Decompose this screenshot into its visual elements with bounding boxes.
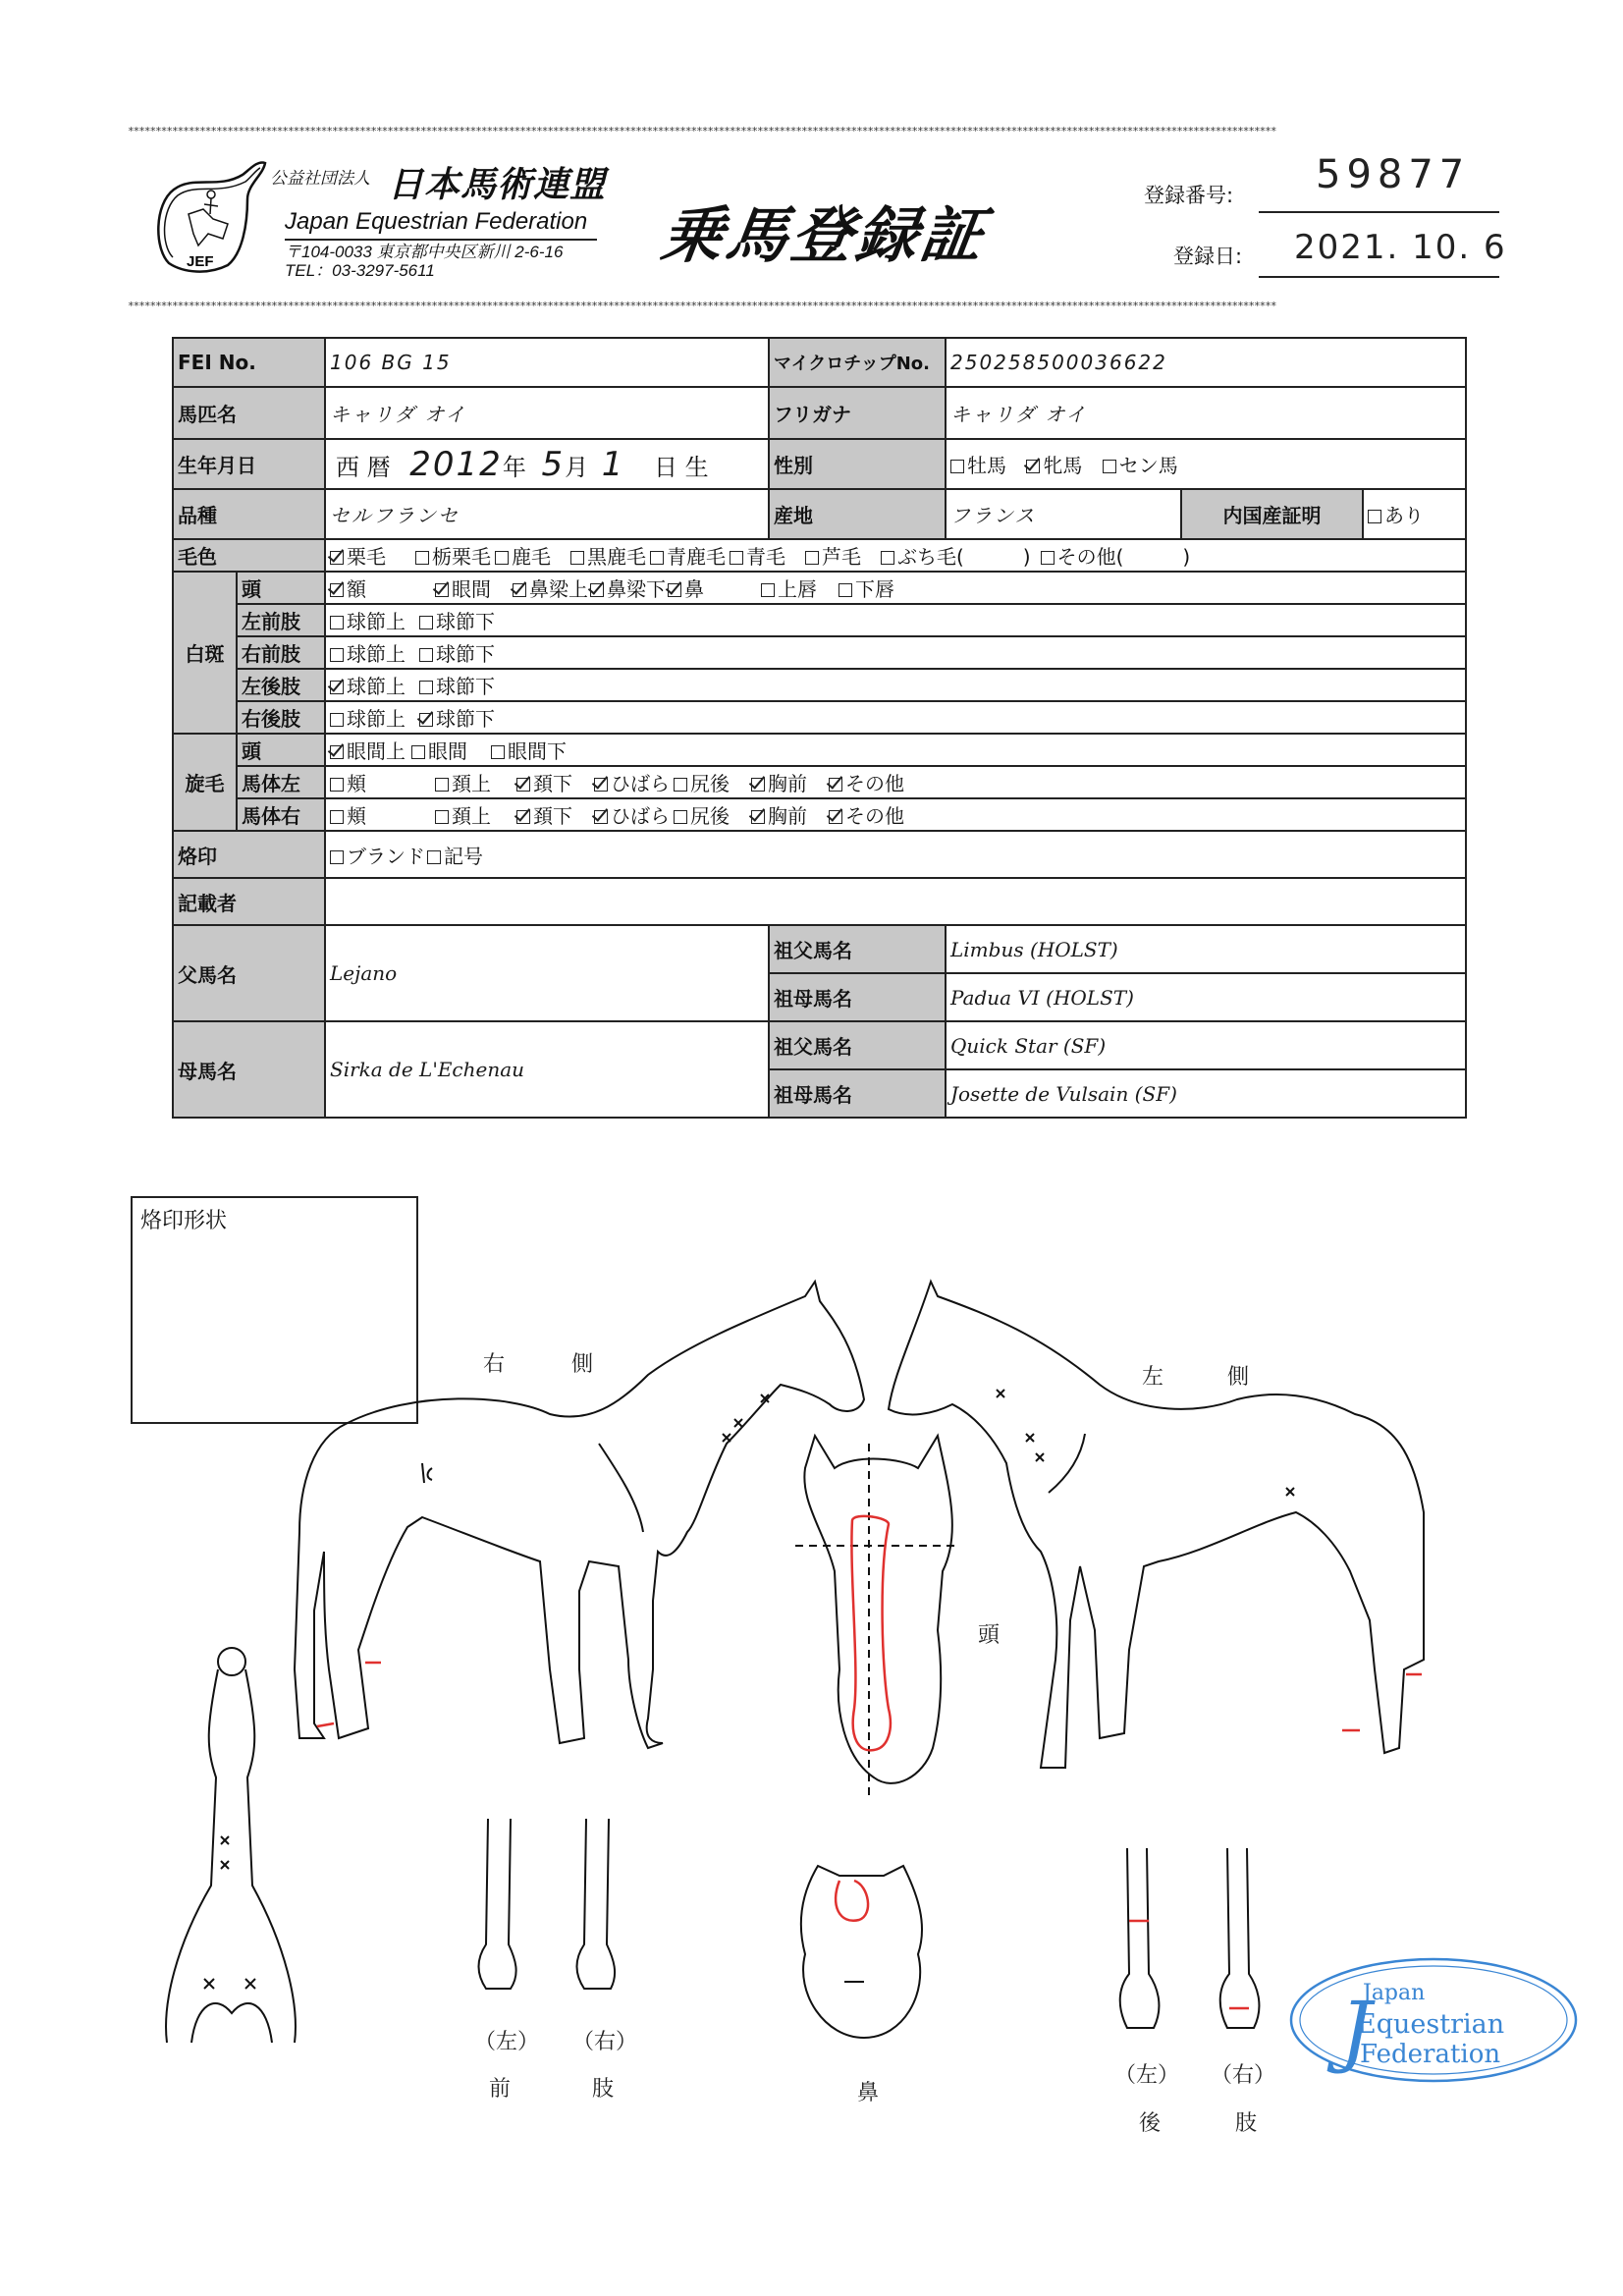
whorl-option[interactable]: 胸前 [751,768,807,796]
birth-date-label: 生年月日 [173,439,325,489]
sex-label: 性別 [769,439,946,489]
whorl-option[interactable]: 頚上 [435,768,491,796]
whorl-option[interactable]: 尻後 [674,800,730,829]
horse-head-front-icon [795,1436,957,1797]
svg-text:JEF: JEF [187,253,214,270]
svg-text:Japan: Japan [1363,1981,1426,2005]
whorl-option[interactable]: 眼間 [411,736,467,764]
birth-day-suffix: 日 生 [654,453,709,481]
whorls-label: 旋毛 [173,734,237,831]
granddam-maternal-label: 祖母馬名 [769,1069,946,1118]
coat-option[interactable]: 青毛 [730,541,785,570]
sex-option-mare[interactable]: 牝馬 [1026,450,1082,478]
hindleg-right-label: （右） [1211,2063,1276,2088]
wm-option[interactable]: 上唇 [761,574,817,602]
breed-label: 品種 [173,489,325,539]
coat-option[interactable]: 鹿毛 [495,541,551,570]
wm-option[interactable]: 球節下 [419,638,495,667]
granddam-maternal-value: Josette de Vulsain (SF) [946,1069,1466,1118]
brand-option[interactable]: 記号 [427,841,483,869]
jef-stamp-icon [1286,1954,1581,2087]
coat-option[interactable]: その他( ) [1041,541,1191,570]
wm-option[interactable]: 球節下 [419,671,495,699]
horse-name-label: 馬匹名 [173,387,325,439]
coat-color-label: 毛色 [173,539,325,572]
horse-name-value: キャリダ オイ [325,387,769,439]
whorl-option[interactable]: 頚下 [516,800,572,829]
sex-option-gelding[interactable]: セン馬 [1103,450,1178,478]
wm-option[interactable]: 鼻梁下 [590,574,666,602]
sex-option-stallion[interactable]: 牡馬 [950,450,1006,478]
hindleg-caption-1: 後 [1139,2111,1162,2136]
whorl-option[interactable]: 頚上 [435,800,491,829]
origin-value: フランス [946,489,1181,539]
fei-no-value: 106 BG 15 [325,338,769,387]
wm-option[interactable]: 鼻梁上 [513,574,588,602]
wm-option[interactable]: 球節上 [330,671,406,699]
head-label: 頭 [978,1623,1001,1648]
furigana-label: フリガナ [769,387,946,439]
whorl-option[interactable]: ひばら [594,800,670,829]
hindlegs-icon [1120,1848,1260,2028]
sire-value: Lejano [325,925,769,1021]
whorl-option[interactable]: 胸前 [751,800,807,829]
coat-option[interactable]: 栃栗毛 [415,541,491,570]
hindleg-caption-2: 肢 [1235,2111,1258,2136]
wm-row-label: 左前肢 [237,604,325,636]
whorl-option[interactable]: 頬 [330,800,366,829]
brand-option[interactable]: ブランド [330,841,425,869]
whorl-row-label: 頭 [237,734,325,766]
birth-year: 2012 [409,444,503,484]
brand-shape-label: 烙印形状 [140,1209,228,1233]
left-side-label-1: 左 [1142,1365,1164,1390]
coat-option[interactable]: ぶち毛( ) [881,541,1031,570]
nose-label: 鼻 [857,2081,880,2105]
wm-row-label: 頭 [237,572,325,604]
foreleg-left-label: （左） [474,2030,540,2054]
sire-label: 父馬名 [173,925,325,1021]
svg-text:Federation: Federation [1360,2040,1501,2069]
horse-right-side-icon [295,1282,864,1748]
foreleg-caption-2: 肢 [592,2077,615,2102]
wm-row-label: 右後肢 [237,701,325,734]
white-marking-lines [317,1663,1422,2008]
wm-option[interactable]: 鼻 [668,574,704,602]
dam-value: Sirka de L'Echenau [325,1021,769,1118]
whorl-option[interactable]: 眼間下 [491,736,567,764]
breed-value: セルフランセ [325,489,769,539]
registration-date: 2021. 10. 6 [1294,228,1507,267]
whorl-option[interactable]: その他 [829,768,904,796]
tel-line: TEL：03-3297-5611 [285,261,435,280]
wm-option[interactable]: 球節下 [419,606,495,634]
foreleg-right-label: （右） [572,2030,638,2054]
registration-number-label: 登録番号: [1144,184,1234,207]
whorl-option[interactable]: 頚下 [516,768,572,796]
svg-text:Equestrian: Equestrian [1357,2009,1505,2040]
registration-number: 59877 [1316,152,1471,197]
domestic-cert-option[interactable]: あり [1363,489,1466,539]
domestic-cert-label: 内国産証明 [1181,489,1363,539]
coat-option[interactable]: 栗毛 [330,541,386,570]
whorl-option[interactable]: その他 [829,800,904,829]
granddam-paternal-label: 祖母馬名 [769,973,946,1021]
granddam-paternal-value: Padua VI (HOLST) [946,973,1466,1021]
horse-top-view-icon [166,1648,296,2043]
whorl-row-label: 馬体左 [237,766,325,798]
whorl-option[interactable]: ひばら [594,768,670,796]
coat-option[interactable]: 芦毛 [805,541,861,570]
recorder-label: 記載者 [173,878,325,925]
left-side-label-2: 側 [1227,1365,1250,1390]
wm-option[interactable]: 球節上 [330,606,406,634]
wm-option[interactable]: 球節上 [330,638,406,667]
wm-option[interactable]: 眼間 [435,574,491,602]
microchip-label: マイクロチップNo. [769,338,946,387]
document-title: 乗馬登録証 [657,199,992,271]
fei-no-label: FEI No. [173,338,325,387]
forelegs-icon [479,1819,616,1989]
wm-option[interactable]: 球節下 [419,703,495,732]
grandsire-maternal-label: 祖父馬名 [769,1021,946,1069]
whorl-option[interactable]: 尻後 [674,768,730,796]
wm-row-label: 右前肢 [237,636,325,669]
grandsire-paternal-label: 祖父馬名 [769,925,946,973]
address-line: 〒104-0033 東京都中央区新川 2-6-16 [285,243,564,261]
foreleg-caption-1: 前 [489,2077,512,2102]
origin-label: 産地 [769,489,946,539]
birth-month: 5 [541,444,566,484]
right-side-label-1: 右 [483,1352,506,1377]
org-name-ja: 日本馬術連盟 [388,165,607,205]
birth-month-suffix: 月 [565,453,589,481]
white-markings-label: 白斑 [173,572,237,734]
right-side-label-2: 側 [571,1352,594,1377]
registration-date-label: 登録日: [1173,245,1243,268]
header-divider: **************************************************************************************************************************************************************************************************************** [128,301,1276,312]
coat-option[interactable]: 青鹿毛 [650,541,726,570]
wm-option[interactable]: 球節上 [330,703,406,732]
svg-text:J: J [1340,1985,1373,2076]
furigana-value: キャリダ オイ [946,387,1466,439]
coat-option[interactable]: 黒鹿毛 [570,541,646,570]
horse-left-side-icon [889,1282,1424,1768]
nose-icon [801,1866,922,2038]
birth-era: 西 暦 [336,453,391,481]
birth-year-suffix: 年 [502,453,526,481]
whorl-option[interactable]: 頬 [330,768,366,796]
grandsire-maternal-value: Quick Star (SF) [946,1021,1466,1069]
grandsire-paternal-value: Limbus (HOLST) [946,925,1466,973]
wm-row-label: 左後肢 [237,669,325,701]
top-divider: **************************************************************************************************************************************************************************************************************** [128,126,1276,137]
whorl-option[interactable]: 眼間上 [330,736,406,764]
dam-label: 母馬名 [173,1021,325,1118]
hindleg-left-label: （左） [1114,2063,1180,2088]
birth-day: 1 [601,444,625,484]
org-name-en: Japan Equestrian Federation [285,208,588,235]
wm-option[interactable]: 下唇 [839,574,894,602]
wm-option[interactable]: 額 [330,574,366,602]
brand-label: 烙印 [173,831,325,878]
microchip-value: 250258500036622 [946,338,1466,387]
org-corp-type: 公益社団法人 [270,169,370,189]
whorl-row-label: 馬体右 [237,798,325,831]
